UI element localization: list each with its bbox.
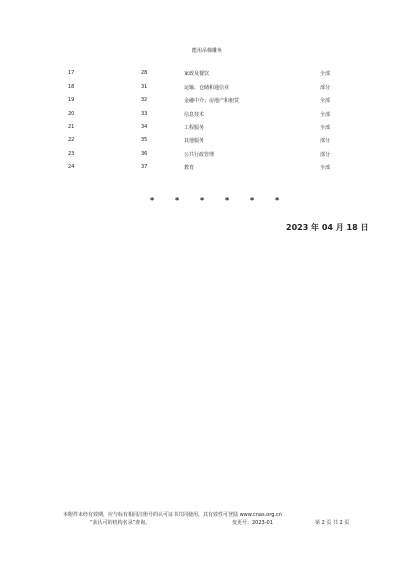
sector-name: 工程服务: [184, 125, 205, 131]
footer-line-2: [0, 519, 414, 527]
coverage: 全部: [320, 125, 331, 131]
footer-line-1: [0, 511, 414, 519]
page-header: 能用吊梯雕奂: [191, 48, 222, 54]
row-index: 18: [68, 84, 75, 90]
sector-name: 金融中介；房地产和租赁: [184, 98, 240, 104]
table-row: [0, 97, 414, 105]
coverage: 全部: [320, 165, 331, 171]
sector-code: 34: [141, 124, 148, 130]
star: *: [200, 196, 205, 205]
footer-notice: 本附件未经有效期，应与标有相同注册号的认可证书共同使用，其有效性可登陆 www.cnas.org.cn: [63, 512, 282, 518]
star: *: [175, 196, 180, 205]
star: *: [150, 196, 155, 205]
table-row: [0, 164, 414, 172]
sector-name: 教育: [184, 165, 195, 171]
sector-name: 公共行政管理: [184, 152, 215, 158]
table-row: [0, 84, 414, 92]
coverage: 全部: [320, 98, 331, 104]
change-number: 变更号：2023-01: [232, 520, 273, 526]
table-row: [0, 70, 414, 78]
sector-name: 家政及餐饮: [184, 71, 210, 77]
coverage: 部分: [320, 138, 331, 144]
sector-code: 31: [141, 84, 148, 90]
row-index: 19: [68, 97, 75, 103]
page-number: 第 2 页 共 2 页: [315, 520, 350, 526]
star: *: [275, 196, 280, 205]
sector-code: 33: [141, 111, 148, 117]
coverage: 部分: [320, 85, 331, 91]
row-index: 21: [68, 124, 75, 130]
sector-name: 其他服务: [184, 138, 205, 144]
sector-code: 36: [141, 151, 148, 157]
row-index: 24: [68, 164, 75, 170]
table-row: [0, 124, 414, 132]
sector-name: 信息技术: [184, 112, 205, 118]
star: *: [225, 196, 230, 205]
table-row: [0, 137, 414, 145]
end-marker-stars: [150, 196, 290, 206]
row-index: 17: [68, 70, 75, 76]
coverage: 全部: [320, 112, 331, 118]
table-row: [0, 151, 414, 159]
sector-code: 37: [141, 164, 148, 170]
sector-code: 28: [141, 70, 148, 76]
row-index: 22: [68, 137, 75, 143]
row-index: 20: [68, 111, 75, 117]
coverage: 全部: [320, 71, 331, 77]
row-index: 23: [68, 151, 75, 157]
coverage: 部分: [320, 152, 331, 158]
star: *: [250, 196, 255, 205]
sector-name: 运输、仓储和通信业: [184, 85, 230, 91]
issue-date: 2023 年 04 月 18 日: [286, 223, 369, 232]
sector-code: 32: [141, 97, 148, 103]
sector-code: 35: [141, 137, 148, 143]
footer-query-note: “获认可的机构名录”查询。: [90, 520, 151, 526]
table-row: [0, 111, 414, 119]
